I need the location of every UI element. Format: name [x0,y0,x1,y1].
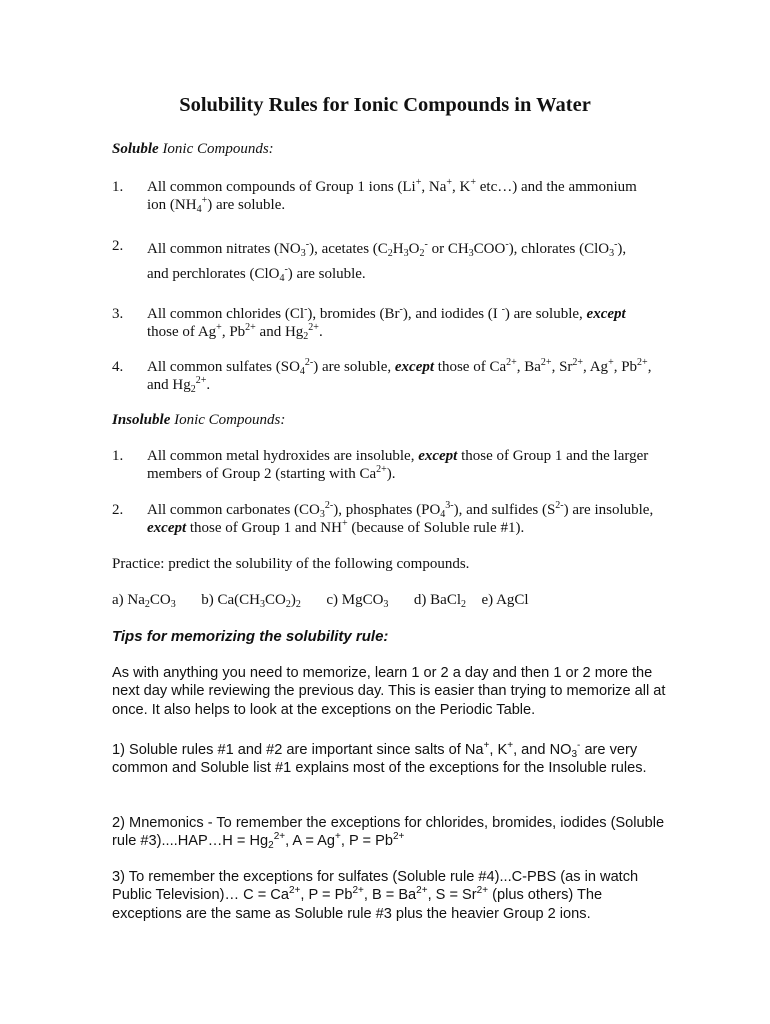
rule-text: All common compounds of Group 1 ions (Li+, Na+, K+ etc…) and the ammonium ion $(NH_4^+)$ are soluble. [147,177,637,215]
tips-paragraph-4: 3) To remember the exceptions for sulfates (Soluble rule #4)...C-PBS (as in watch Public Television)… $C = Ca^{2+}$, $P = Pb^{2+}$, $B = Ba^{2+}$, $S = Sr^{2+}$ (plus others) The exceptions are the same as Soluble rule #3 plus the heavier Group 2 ions. [112,869,639,922]
soluble-heading-bold: Soluble [112,141,159,157]
rule-number: 3. [112,306,124,322]
insoluble-heading [112,412,285,429]
page-title: Solubility Rules for Ionic Compounds in Water [179,94,591,116]
soluble-heading [112,141,274,158]
tips-paragraph-1: As with anything you need to memorize, learn 1 or 2 a day and then 1 or 2 more the next day while reviewing the previous day. This is easier than trying to memorize all at once. It also helps to look at the exceptions on the Periodic Table. [112,665,666,718]
rule-text: All common sulfates $(SO_4^{2-})$ are soluble, except those of $Ca^{2+}$, $Ba^{2+}$, $Sr^{2+}$, Ag+, $Pb^{2+}$, and $Hg_2^{2+}$. [147,357,652,395]
compound-c: c) MgCO$_3$ [326,592,389,610]
except-word: except [394,359,435,375]
insoluble-heading-rest: Ionic Compounds: [170,412,286,428]
practice-compounds [112,591,529,609]
rule-number: 1. [112,448,124,464]
compound-b: b) $Ca(CH_3CO_2)_2$ [201,592,301,610]
compound-e: e) AgCl [481,592,529,608]
rule-text: All common carbonates $(CO_3^{2-})$, phosphates $(PO_4^{3-})$, and sulfides $(S^{2-})$ are insoluble, except those of Group 1 and NH+ (because of Soluble rule #1). [147,500,654,536]
compound-a: a) $Na_2CO_3$ [112,592,176,610]
rule-number: 2. [112,238,124,254]
rule-number: 2. [112,502,124,518]
insoluble-heading-bold: Insoluble [112,412,171,428]
soluble-heading-rest: Ionic Compounds: [158,141,274,157]
rule-text: All common chlorides (Cl-), bromides (Br-), and iodides (I -) are soluble, except those of Ag+, $Pb^{2+}$ and $Hg_2^{2+}$. [147,304,626,342]
practice-prompt: Practice: predict the solubility of the following compounds. [112,556,470,572]
tips-paragraph-2: 1) Soluble rules #1 and #2 are important since salts of Na+, K+, and $NO_3^-$ are very common and Soluble list #1 explains most of the exceptions for the Insoluble rules. [112,740,647,777]
rule-number: 4. [112,359,124,375]
tips-heading: Tips for memorizing the solubility rule: [112,628,389,645]
tips-paragraph-3: 2) Mnemonics - To remember the exceptions for chlorides, bromides, iodides (Soluble rule #3)....HAP…H = $Hg_2^{2+}$, A = Ag+, $P = Pb^{2+}$ [112,815,665,852]
rule-text: All common nitrates $(NO_3^-)$, acetates ($C_2H_3O_2^-$ or $CH_3COO^-$), chlorates (ClO$_3$-), and perchlorates (ClO$_4$-) are soluble. [147,239,627,284]
except-word: except [586,306,626,322]
except-word: except [418,448,458,464]
except-word: except [147,520,187,536]
rule-number: 1. [112,179,124,195]
compound-d: d) BaCl$_2$ [413,592,467,610]
rule-text: All common metal hydroxides are insoluble, except those of Group 1 and the larger members of Group 2 (starting with $Ca^{2+}$). [147,448,649,482]
